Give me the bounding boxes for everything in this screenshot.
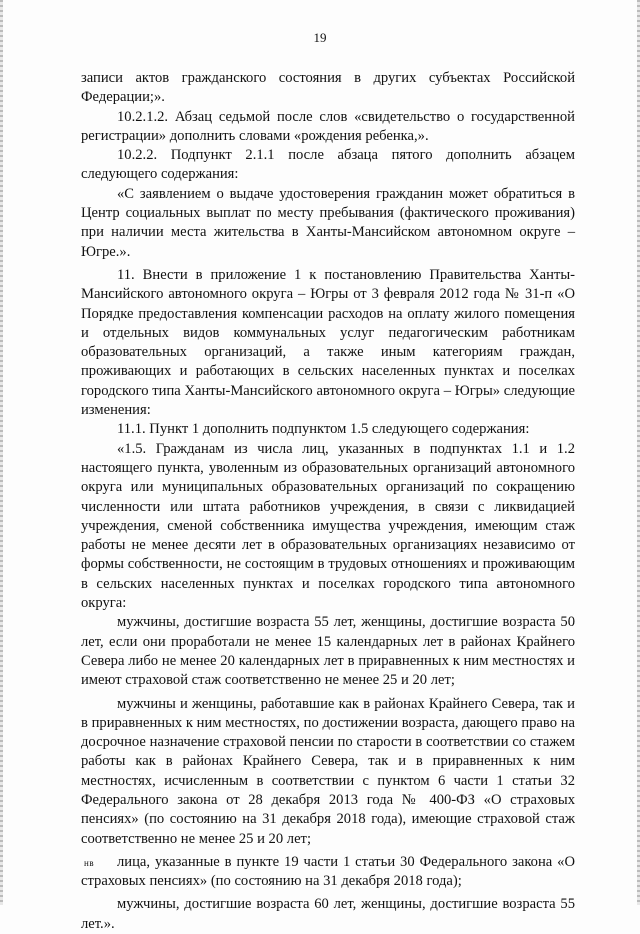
paragraph-3: 10.2.2. Подпункт 2.1.1 после абзаца пятого дополнить абзацем следующего содержания: [81, 147, 575, 183]
document-body [81, 69, 575, 934]
page-left-edge [0, 0, 3, 905]
paragraph-1: записи актов гражданского состояния в других субъектах Российской Федерации;». [81, 70, 575, 106]
paragraph-9: мужчины и женщины, работавшие как в районах Крайнего Севера, так и в приравненных к ним местностях, по достижении возраста, дающего право на досрочное назначение страховой пенсии по старости в соответствии со стажем работы как в районах Крайнего Севера, так и в приравненных к ним местностях, исчисленным в соответствии с пунктом 6 части 1 статьи 32 Федерального закона от 28 декабря 2013 года № 400-ФЗ «О страховых пенсиях» (по состоянию на 31 декабря 2018 года), имеющие страховой стаж соответственно не менее 25 и 20 лет; [81, 695, 575, 847]
paragraph-6: 11.1. Пункт 1 дополнить подпунктом 1.5 следующего содержания: [117, 421, 530, 438]
paragraph-7: «1.5. Гражданам из числа лиц, указанных в подпунктах 1.1 и 1.2 настоящего пункта, уволенным из образовательных организаций автономного округа или муниципальных образовательных организаций по сокращению численности или штата работников учреждения, в связи с ликвидацией учреждения, сменой собственника имущества учреждения, имеющим стаж работы не менее десяти лет в образовательных организациях независимо от формы собственности, не состоящим в трудовых отношениях и проживающим в сельских населенных пунктах и поселках городского типа автономного округа: [81, 440, 575, 612]
paragraph-11: мужчины, достигшие возраста 60 лет, женщины, достигшие возраста 55 лет.». [81, 896, 575, 932]
paragraph-2: 10.2.1.2. Абзац седьмой после слов «свидетельство о государственной регистрации» дополнить словами «рождения ребенка,». [81, 108, 575, 144]
footer-mark: нв [84, 858, 95, 868]
paragraph-4: «С заявлением о выдаче удостоверения гражданин может обратиться в Центр социальных выплат по месту пребывания (фактического проживания) при наличии места жительства в Ханты-Мансийском автономном округе – Югре.». [81, 185, 575, 260]
paragraph-5: 11. Внести в приложение 1 к постановлению Правительства Ханты-Мансийского автономного округа – Югры от 3 февраля 2012 года № 31-п «О Порядке предоставления компенсации расходов на оплату жилого помещения и отдельных видов коммунальных услуг педагогическим работникам образовательных организаций, а также иным категориям граждан, проживающих и работающих в сельских населенных пунктах и поселках городского типа Ханты-Мансийского автономного округа – Югры» следующие изменения: [81, 266, 575, 419]
page-number: 19 [313, 30, 327, 45]
paragraph-8: мужчины, достигшие возраста 55 лет, женщины, достигшие возраста 50 лет, если они проработали не менее 15 календарных лет в районах Крайнего Севера либо не менее 20 календарных лет в приравненных к ним местностях и имеют страховой стаж соответственно не менее 25 и 20 лет; [81, 614, 575, 689]
paragraph-10: лица, указанные в пункте 19 части 1 статьи 30 Федерального закона «О страховых пенсиях» (по состоянию на 31 декабря 2018 года); [81, 853, 575, 890]
